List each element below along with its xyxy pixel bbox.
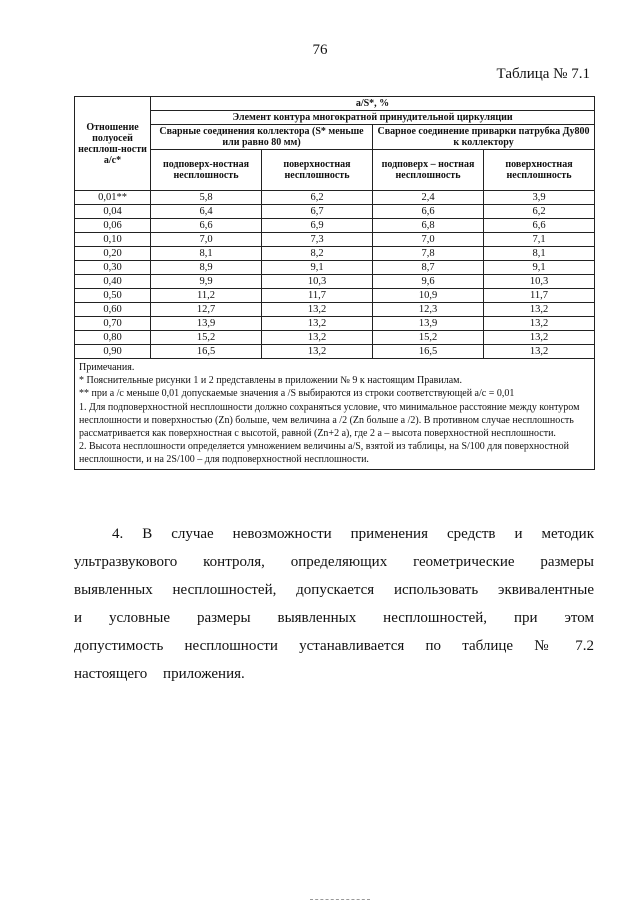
notes-title: Примечания. bbox=[79, 362, 135, 373]
cell-value: 6,2 bbox=[262, 191, 373, 205]
table-row bbox=[75, 345, 595, 359]
cell-value: 6,6 bbox=[484, 219, 595, 233]
header-group-nozzle: Сварное соединение приварки патрубка Ду800 к коллектору bbox=[373, 125, 595, 150]
cell-value: 7,0 bbox=[151, 233, 262, 247]
header-col-subsurface-1: подповерх-ностная несплошность bbox=[151, 150, 262, 191]
cell-value: 13,2 bbox=[484, 331, 595, 345]
cell-value: 6,4 bbox=[151, 205, 262, 219]
cell-value: 6,9 bbox=[262, 219, 373, 233]
cell-value: 11,2 bbox=[151, 289, 262, 303]
cell-ratio: 0,50 bbox=[75, 289, 151, 303]
table-row bbox=[75, 331, 595, 345]
cell-value: 16,5 bbox=[373, 345, 484, 359]
header-element: Элемент контура многократной принудительной циркуляции bbox=[151, 111, 595, 125]
table-row bbox=[75, 233, 595, 247]
cell-value: 2,4 bbox=[373, 191, 484, 205]
note-2: ** при a /c меньше 0,01 допускаемые значения a /S выбираются из строки соответствующей a/c = 0,01 bbox=[79, 388, 515, 400]
cell-ratio: 0,01** bbox=[75, 191, 151, 205]
page-number: 76 bbox=[312, 42, 328, 58]
cell-value: 13,2 bbox=[262, 331, 373, 345]
cell-value: 10,3 bbox=[262, 275, 373, 289]
cell-value: 8,1 bbox=[151, 247, 262, 261]
cell-value: 6,6 bbox=[373, 205, 484, 219]
table-row bbox=[75, 275, 595, 289]
cell-value: 7,1 bbox=[484, 233, 595, 247]
header-top: a/S*, % bbox=[151, 97, 595, 111]
table-row bbox=[75, 289, 595, 303]
cell-value: 6,6 bbox=[151, 219, 262, 233]
cell-value: 10,9 bbox=[373, 289, 484, 303]
cell-value: 9,9 bbox=[151, 275, 262, 289]
cell-value: 15,2 bbox=[373, 331, 484, 345]
table-body bbox=[75, 191, 595, 359]
note-3: 1. Для подповерхностной несплошности должно сохраняться условие, что минимальное расстояние между контуром несплошности и поверхностью (Zn) больше, чем величина a /2 (Zn больше a /2). В противном случае несплошность рассматривается как поверхностная с высотой, равной (Zn+2 a), где 2 a – высота поверхностной несплошности. bbox=[79, 401, 580, 439]
note-4: 2. Высота несплошности определяется умножением величины a/S, взятой из таблицы, на S/100 для поверхностной несплошности, и на 2S/100 – для подповерхностной несплошности. bbox=[79, 441, 570, 466]
header-group-collector: Сварные соединения коллектора (S* меньше или равно 80 мм) bbox=[151, 125, 373, 150]
cell-ratio: 0,60 bbox=[75, 303, 151, 317]
cell-value: 13,2 bbox=[484, 303, 595, 317]
table-row bbox=[75, 261, 595, 275]
cell-value: 3,9 bbox=[484, 191, 595, 205]
cell-value: 11,7 bbox=[262, 289, 373, 303]
page-bottom-mark bbox=[310, 899, 370, 900]
cell-value: 8,1 bbox=[484, 247, 595, 261]
cell-value: 9,1 bbox=[262, 261, 373, 275]
table-row bbox=[75, 219, 595, 233]
cell-value: 6,7 bbox=[262, 205, 373, 219]
cell-value: 13,2 bbox=[262, 303, 373, 317]
cell-value: 7,0 bbox=[373, 233, 484, 247]
cell-value: 12,3 bbox=[373, 303, 484, 317]
cell-value: 7,8 bbox=[373, 247, 484, 261]
cell-ratio: 0,40 bbox=[75, 275, 151, 289]
table-notes bbox=[75, 359, 595, 470]
header-col-surface-1: поверхностная несплошность bbox=[262, 150, 373, 191]
cell-value: 16,5 bbox=[151, 345, 262, 359]
cell-value: 8,9 bbox=[151, 261, 262, 275]
body-text bbox=[74, 520, 594, 688]
limits-table bbox=[74, 96, 595, 470]
cell-ratio: 0,80 bbox=[75, 331, 151, 345]
table-row bbox=[75, 191, 595, 205]
cell-value: 11,7 bbox=[484, 289, 595, 303]
cell-value: 8,2 bbox=[262, 247, 373, 261]
cell-value: 8,7 bbox=[373, 261, 484, 275]
cell-value: 12,7 bbox=[151, 303, 262, 317]
cell-value: 9,1 bbox=[484, 261, 595, 275]
cell-value: 13,2 bbox=[262, 345, 373, 359]
cell-ratio: 0,30 bbox=[75, 261, 151, 275]
cell-ratio: 0,90 bbox=[75, 345, 151, 359]
cell-value: 9,6 bbox=[373, 275, 484, 289]
table-7-1 bbox=[74, 96, 594, 470]
cell-value: 6,8 bbox=[373, 219, 484, 233]
cell-value: 7,3 bbox=[262, 233, 373, 247]
cell-value: 13,2 bbox=[484, 345, 595, 359]
header-col-subsurface-2: подповерх – ностная несплошность bbox=[373, 150, 484, 191]
cell-value: 13,9 bbox=[373, 317, 484, 331]
cell-ratio: 0,06 bbox=[75, 219, 151, 233]
cell-ratio: 0,04 bbox=[75, 205, 151, 219]
cell-value: 15,2 bbox=[151, 331, 262, 345]
cell-value: 13,2 bbox=[262, 317, 373, 331]
cell-ratio: 0,70 bbox=[75, 317, 151, 331]
table-row bbox=[75, 303, 595, 317]
note-1: * Пояснительные рисунки 1 и 2 представлены в приложении № 9 к настоящим Правилам. bbox=[79, 375, 462, 387]
cell-value: 13,2 bbox=[484, 317, 595, 331]
paragraph-4: 4. В случае невозможности применения средств и методик ультразвукового контроля, определяющих геометрические размеры выявленных несплошностей, допускается использовать эквивалентные и условные размеры выявленных несплошностей, при этом допустимость несплошности устанавливается по таблице № 7.2 настоящего приложения. bbox=[74, 526, 594, 682]
table-row bbox=[75, 205, 595, 219]
header-col-surface-2: поверхностная несплошность bbox=[484, 150, 595, 191]
cell-value: 13,9 bbox=[151, 317, 262, 331]
header-ratio: Отношение полуосей несплош-ности a/c* bbox=[75, 97, 151, 191]
cell-value: 5,8 bbox=[151, 191, 262, 205]
table-caption: Таблица № 7.1 bbox=[496, 66, 590, 82]
table-row bbox=[75, 247, 595, 261]
cell-value: 6,2 bbox=[484, 205, 595, 219]
cell-ratio: 0,10 bbox=[75, 233, 151, 247]
cell-value: 10,3 bbox=[484, 275, 595, 289]
cell-ratio: 0,20 bbox=[75, 247, 151, 261]
table-row bbox=[75, 317, 595, 331]
